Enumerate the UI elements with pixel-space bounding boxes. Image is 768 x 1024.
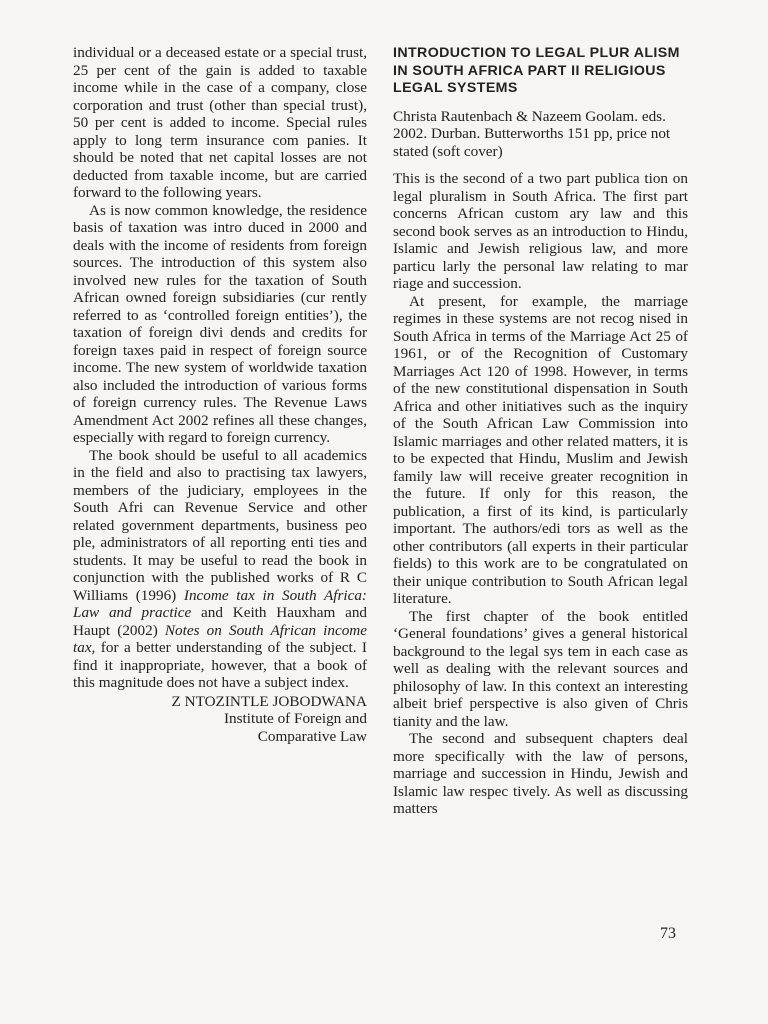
paragraph: The first chapter of the book entitled ‘General foundations’ gives a general historical background to the legal sys tem in each case as well as dealing with the relevant sources and philosophy of law. In this context an interesting albeit brief perspective is also given of Chris tianity and the law. (393, 607, 688, 730)
paragraph: As is now common knowledge, the residence basis of taxation was intro duced in 2000 and deals with the income of residents from foreign sources. The introduction of this system also involved new rules for the taxation of South African owned foreign subsidiaries (cur rently referred to as ‘controlled foreign entities’), the taxation of foreign divi dends and credits for foreign taxes paid in respect of foreign source income. The new system of worldwide taxation also included the introduction of various forms of foreign currency rules. The Revenue Laws Amendment Act 2002 refines all these changes, especially with regard to foreign currency. (73, 201, 367, 446)
paragraph: This is the second of a two part publica tion on legal pluralism in South Africa. The first part concerns African custom ary law and this second book serves as an introduction to Hindu, Islamic and Jewish religious law, and more particu larly the personal law relating to mar riage and succession. (393, 170, 688, 292)
bibliographic-info: Christa Rautenbach & Nazeem Goolam. eds. 2002. Durban. Butterworths 151 pp, price not stated (soft cover) (393, 107, 671, 160)
reviewer-signature (73, 693, 367, 746)
book-title-italic: Notes on South African income tax, (73, 621, 368, 656)
text-run: and Keith Hauxham and Haupt (2002) (73, 604, 368, 639)
right-column (393, 44, 688, 818)
paragraph: At present, for example, the marriage regimes in these systems are not recog nised in South Africa in terms of the Marriage Act 25 of 1961, or of the Recognition of Customary Marriages Act 120 of 1998. However, in terms of the new constitutional dispensation in South Africa and other initiatives such as the inquiry of the South African Law Commission into Islamic marriages and other related matters, it is to be expected that Hindu, Muslim and Jewish family law will receive greater recognition in the future. If only for this reason, the publication, a first of its kind, is particularly important. The authors/edi tors as well as the other contributors (all experts in their particular fields) to this work are to be congratulated on their unique contribution to South African legal literature. (393, 292, 688, 607)
text-run: The book should be useful to all academics in the field and also to practising tax lawyers, members of the judiciary, employees in the South Afri can Revenue Service and other related government departments, business peo ple, administrators of all reporting enti ties and students. It may be useful to read the book in conjunction with the published works of R C Williams (1996) (73, 446, 367, 604)
reviewer-name: Z NTOZINTLE JOBODWANA (171, 692, 367, 710)
reviewer-affiliation: Institute of Foreign and (224, 710, 367, 727)
paragraph: The second and subsequent chapters deal more specifically with the law of persons, marriage and succession in Hindu, Jewish and Islamic law respec tively. As well as discussing matters (393, 730, 688, 817)
reviewer-affiliation: Comparative Law (257, 727, 367, 745)
text-run: for a better understanding of the subject. I find it inappropriate, however, that a book of this magnitude does not have a subject index. (73, 639, 367, 691)
page-number: 73 (660, 925, 676, 942)
paragraph (73, 447, 367, 692)
book-title-italic: Income tax in South Africa: Law and practice (73, 586, 367, 621)
left-column (73, 44, 367, 745)
review-title: INTRODUCTION TO LEGAL PLUR ALISM IN SOUTH AFRICA PART II RELIGIOUS LEGAL SYSTEMS (393, 45, 680, 96)
paragraph: individual or a deceased estate or a special trust, 25 per cent of the gain is added to taxable income while in the case of a company, close corporation and trust (other than special trust), 50 per cent is added to income. Special rules apply to long term insurance com panies. It should be noted that net capital losses are not deducted from taxable income, but are carried forward to the following years. (73, 44, 367, 201)
